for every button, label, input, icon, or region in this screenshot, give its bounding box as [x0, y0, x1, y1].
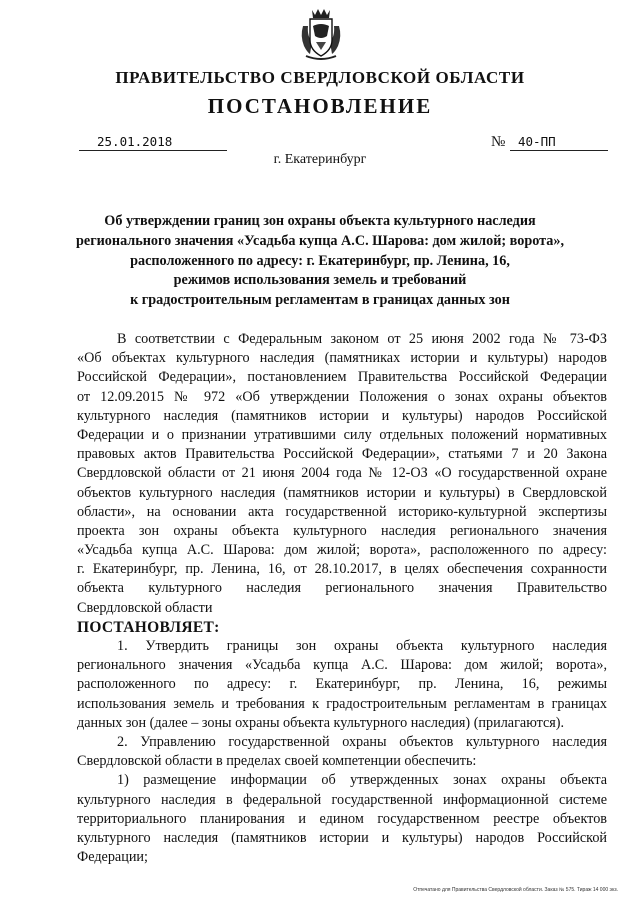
- preamble-line: от 12.09.2015 № 972 «Об утверждении Положения о зонах охраны объектов: [77, 388, 607, 405]
- title-line: регионального значения «Усадьба купца А.С. Шарова: дом жилой; ворота»,: [76, 232, 564, 249]
- preamble-line: г. Екатеринбург, пр. Ленина, 16, от 28.10.2017, в целях обеспечения сохранности: [77, 561, 607, 578]
- item2-1-line: 1) размещение информации об утвержденных зонах охраны объекта: [117, 772, 607, 789]
- title-line: Об утверждении границ зон охраны объекта культурного наследия: [104, 213, 536, 229]
- item2-1-line: культурного наследия в федеральной государственной информационной системе: [77, 791, 607, 808]
- document-body: [77, 330, 607, 867]
- print-footer: Отпечатано для Правительства Свердловской области. Заказ № 575. Тираж 14 000 экз.: [413, 887, 618, 893]
- title-line: к градостроительным регламентам в границах данных зон: [130, 292, 510, 309]
- document-title: [60, 212, 580, 311]
- item1-line: расположенного по адресу: г. Екатеринбург, пр. Ленина, 16, режимы: [77, 676, 607, 693]
- document-date: 25.01.2018: [79, 134, 227, 151]
- item2-1-line: Федерации;: [77, 849, 148, 866]
- document-city: г. Екатеринбург: [273, 152, 367, 167]
- resolve-heading: ПОСТАНОВЛЯЕТ:: [77, 618, 220, 636]
- preamble-line: правовых актов Правительства Российской Федерации», статьями 7 и 20 Закона: [77, 446, 607, 463]
- preamble-line: «Об объектах культурного наследия (памятниках истории и культуры) народов: [77, 350, 607, 367]
- title-line: режимов использования земель и требований: [173, 272, 467, 289]
- preamble-line: культурного наследия (памятников истории и культуры) народов Российской: [77, 407, 607, 424]
- item1-line: данных зон (далее – зоны охраны объекта культурного наследия) (прилагаются).: [77, 714, 565, 731]
- document-number: 40-ПП: [510, 134, 608, 151]
- preamble-line: Свердловской области: [77, 599, 213, 616]
- document-number-label: №: [491, 134, 506, 150]
- item2-1-line: культурного наследия (памятников истории и культуры) народов Российской: [77, 829, 607, 846]
- item2-line: 2. Управлению государственной охраны объектов культурного наследия: [117, 733, 607, 750]
- preamble-line: области», на основании акта государственной историко-культурной экспертизы: [77, 503, 607, 520]
- preamble-line: Федерации и о признании утратившими силу отдельных положений нормативных: [77, 426, 607, 443]
- item1-line: использования земель и требования к градостроительным регламентам в границах: [77, 695, 607, 712]
- preamble-line: В соответствии с Федеральным законом от 25 июня 2002 года № 73-ФЗ: [117, 331, 607, 347]
- item1-line: регионального значения «Усадьба купца А.С. Шарова: дом жилой; ворота»,: [77, 657, 607, 674]
- preamble-line: Свердловской области от 21 июня 2004 года № 12-ОЗ «О государственной охране: [77, 465, 607, 482]
- preamble-line: объектов культурного наследия (памятников истории и культуры) в Свердловской: [77, 484, 607, 501]
- preamble-line: объекта культурного наследия регионального значения Правительство: [77, 580, 607, 597]
- item2-1-line: территориального планирования и едином государственном реестре объектов: [77, 810, 607, 827]
- document-type: ПОСТАНОВЛЕНИЕ: [207, 94, 433, 118]
- item2-line: Свердловской области в пределах своей компетенции обеспечить:: [77, 753, 477, 770]
- preamble-line: «Усадьба купца А.С. Шарова: дом жилой; ворота», расположенного по адресу:: [77, 542, 607, 559]
- item1-line: 1. Утвердить границы зон охраны объекта культурного наследия: [117, 638, 607, 654]
- coat-of-arms-emblem: [298, 6, 344, 62]
- title-line: расположенного по адресу: г. Екатеринбург, пр. Ленина, 16,: [130, 252, 510, 269]
- preamble-line: проекта зон охраны объекта культурного наследия регионального значения: [77, 522, 607, 539]
- organization-name: ПРАВИТЕЛЬСТВО СВЕРДЛОВСКОЙ ОБЛАСТИ: [115, 68, 525, 87]
- preamble-line: Российской Федерации», постановлением Правительства Российской Федерации: [77, 369, 607, 386]
